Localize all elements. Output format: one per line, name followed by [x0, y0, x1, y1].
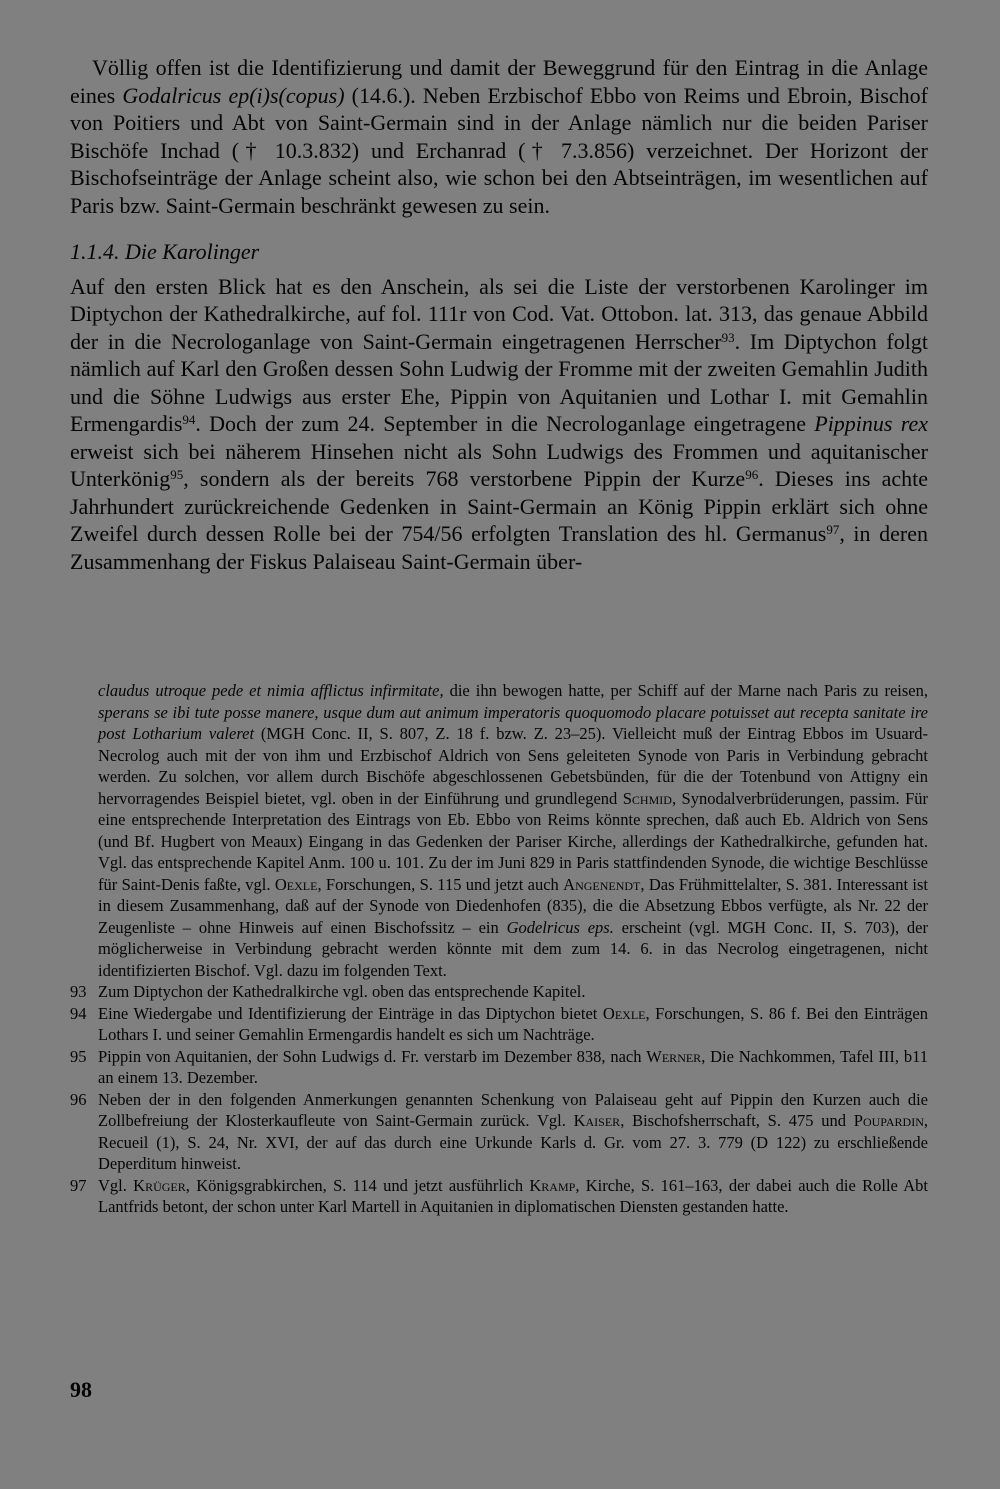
text-span: , Forschungen, S. 115 und jetzt auch [317, 874, 564, 894]
italic-span: sperans se ibi tute posse manere, usque dum aut animum imperatoris quoquomodo placare potuisset aut recepta sanitate ire post Lotharium valeret [98, 702, 928, 743]
author-name: Werner [646, 1046, 702, 1066]
italic-span: Godalricus ep(i)s(copus) [122, 82, 345, 108]
footnote-text [98, 1175, 928, 1218]
footnote-ref-94: 94 [182, 412, 196, 427]
italic-span: Godelricus eps. [506, 917, 614, 937]
footnote-96 [70, 1089, 928, 1175]
text-span: Eine Wiedergabe und Identifizierung der Einträge in das Diptychon bietet [98, 1003, 603, 1023]
footnote-number: 93 [70, 982, 87, 1001]
text-span: . Im Diptychon folgt nämlich auf Karl den Großen dessen Sohn Ludwig der Fromme mit der zweiten Gemahlin Judith und die Söhne Ludwigs aus erster Ehe, Pippin von Aquitanien und Lothar I. mit Gemahlin Ermengardis [70, 328, 928, 436]
text-span: . Doch der zum 24. September in die Necrologanlage eingetragene [195, 411, 815, 436]
text-span: , sondern als der bereits 768 verstorbene Pippin der Kurze [183, 466, 746, 491]
italic-span: Pippinus rex [814, 411, 929, 436]
text-span: (14.6.). Neben Erzbischof Ebbo von Reims und Ebroin, Bischof von Poitiers und Abt von Saint-Germain sind in der Anlage nämlich nur die beiden Pariser Bischöfe Inchad († 10.3.832) und Erchanrad († 7.3.856) verzeichnet. Der Horizont der Bischofseinträge der Anlage scheint also, wie schon bei den Abtseinträgen, im wesentlichen auf Paris bzw. Saint-Germain beschränkt gewesen zu sein. [70, 82, 928, 218]
footnote-number: 95 [70, 1046, 87, 1066]
footnote-ref-97: 97 [826, 522, 840, 537]
footnote-number: 94 [70, 1003, 87, 1023]
author-name: Poupardin [853, 1111, 924, 1130]
text-span: Vgl. [98, 1175, 134, 1195]
main-text [70, 54, 928, 575]
author-name: Schmid [622, 788, 672, 808]
footnote-ref-96: 96 [745, 467, 759, 482]
footnote-ref-93: 93 [721, 329, 735, 345]
footnote-97 [70, 1175, 928, 1218]
text-span: , Forschungen, S. 86 f. Bei den Einträgen Lothars I. und seiner Gemahlin Ermengardis handelt es sich um Nachträge. [98, 1003, 929, 1044]
text-span: , in deren Zusammenhang der Fiskus Palaiseau Saint-Germain über- [70, 521, 929, 574]
author-name: Krüger [133, 1175, 186, 1195]
footnote-93 [70, 981, 928, 1003]
text-span: die ihn bewogen hatte, per Schiff auf der Marne nach Paris zu reisen, [443, 681, 928, 700]
footnote-ref-95: 95 [170, 467, 184, 482]
footnote-continuation [98, 680, 928, 981]
text-span: , Kirche, S. 161–163, der dabei auch die Rolle Abt Lantfrids betont, der schon unter Karl Martell in Aquitanien in diplomatischen Diensten gestanden hatte. [98, 1175, 928, 1216]
page-number: 98 [70, 1377, 92, 1402]
text-span: . Dieses ins achte Jahrhundert zurückreichende Gedenken in Saint-Germain an König Pippin erklärt sich ohne Zweifel durch dessen Rolle bei der 754/56 erfolgten Translation des hl. Germanus [70, 466, 928, 546]
text-span: , Königsgrabkirchen, S. 114 und jetzt ausführlich [185, 1175, 530, 1195]
text-span: Neben der in den folgenden Anmerkungen genannten Schenkung von Palaiseau geht auf Pippin den Kurzen auch die Zollbefreiung der Klosterkaufleute von Saint-Germain zurück. Vgl. [98, 1089, 928, 1130]
author-name: Oexle [274, 874, 318, 894]
footnotes [70, 680, 928, 1218]
text-span: Zum Diptychon der Kathedralkirche vgl. oben das entsprechende Kapitel. [98, 982, 586, 1001]
paragraph-karolinger [70, 273, 928, 576]
author-name: Angenendt [563, 874, 641, 894]
footnote-text [98, 1046, 928, 1089]
paragraph-bishops [70, 54, 928, 219]
text-span: , Die Nachkommen, Tafel III, b11 an einem 13. Dezember. [98, 1046, 928, 1087]
text-span: , Recueil (1), S. 24, Nr. XVI, der auf das durch eine Urkunde Karls d. Gr. vom 27. 3. 779 (D 122) zu erschließende Deperditum hinweist. [98, 1111, 928, 1173]
text-span: Auf den ersten Blick hat es den Anschein, als sei die Liste der verstorbenen Karolinger im Diptychon der Kathedralkirche, auf fol. 111r von Cod. Vat. Ottobon. lat. 313, das genaue Abbild der in die Necrologanlage von Saint-Germain eingetragenen Herrscher [70, 273, 928, 354]
italic-span: claudus utroque pede et nimia afflictus infirmitate, [98, 681, 444, 700]
footnote-94 [70, 1003, 928, 1046]
author-name: Kaiser [573, 1111, 621, 1130]
footnote-text [98, 1003, 928, 1046]
text-span: erweist sich bei näherem Hinsehen nicht als Sohn Ludwigs des Frommen und aquitanischer Unterkönig [70, 438, 928, 491]
text-span: , Synodalverbrüderungen, passim. Für eine entsprechende Interpretation des Eintrags von Eb. Ebbo von Reims könnte sprechen, daß auch Eb. Aldrich von Sens (und Bf. Hugbert von Meaux) Eingang in das Gedenken der Pariser Kirche, allerdings der Kathedralkirche, gefunden hat. Vgl. das entsprechende Kapitel Anm. 100 u. 101. Zu der im Juni 829 in Paris stattfindenden Synode, die wichtige Beschlüsse für Saint-Denis faßte, vgl. [98, 788, 928, 894]
text-span: (MGH Conc. II, S. 807, Z. 18 f. bzw. Z. 23–25). Vielleicht muß der Eintrag Ebbos im Usuard-Necrolog auch mit der von ihm und Erzbischof Aldrich von Sens geleiteten Synode von Paris in Verbindung gebracht werden. Zu solchen, vor allem durch Bischöfe abgeschlossenen Gebetsbünden, für die der Totenbund von Attigny ein hervorragendes Beispiel bietet, vgl. oben in der Einführung und grundlegend [98, 724, 928, 808]
text-span: , Das Frühmittelalter, S. 381. Interessant ist in diesem Zusammenhang, daß auf der Synode von Diedenhofen (835), die die Absetzung Ebbos verfügte, als Nr. 22 der Zeugenliste – ohne Hinweis auf einen Bischofssitz – ein [98, 874, 928, 937]
text-span: Völlig offen ist die Identifizierung und damit der Beweggrund für den Eintrag in die Anlage eines [70, 55, 928, 108]
text-span: , Bischofsherrschaft, S. 475 und [620, 1111, 854, 1130]
author-name: Oexle [602, 1003, 646, 1023]
footnote-number: 97 [70, 1175, 87, 1195]
text-span: erscheint (vgl. MGH Conc. II, S. 703), der möglicherweise in Verbindung gebracht werden könnte mit dem zum 14. 6. in das Necrolog eingetragenen, nicht identifizierten Bischof. Vgl. dazu im folgenden Text. [98, 917, 928, 980]
author-name: Kramp [529, 1175, 576, 1195]
footnote-text [98, 981, 928, 1003]
text-span: Pippin von Aquitanien, der Sohn Ludwigs d. Fr. verstarb im Dezember 838, nach [98, 1046, 647, 1066]
section-heading: 1.1.4. Die Karolinger [70, 239, 260, 264]
footnote-text [98, 1089, 928, 1175]
footnote-number: 96 [70, 1089, 87, 1109]
footnote-95 [70, 1046, 928, 1089]
